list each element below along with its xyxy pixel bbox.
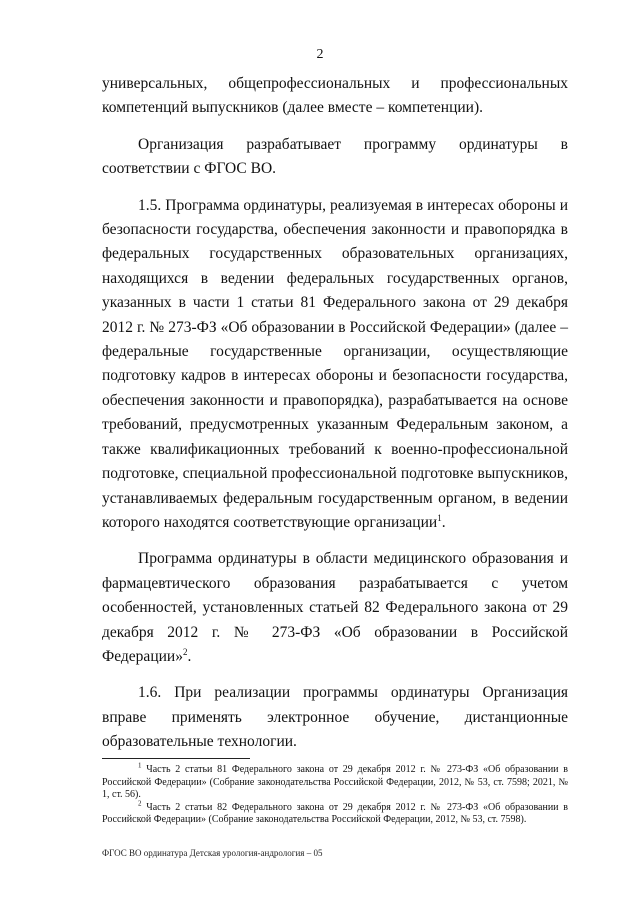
paragraph-1-5 xyxy=(102,194,568,536)
paragraph-medical-education xyxy=(102,547,568,669)
footnote-2-text: Часть 2 статьи 82 Федерального закона от 29 декабря 2012 г. № 273-ФЗ «Об образовании в Российской Федерации» (Собрание законодательства Российской Федерации, 2012, № 53, ст. 7598). xyxy=(102,801,568,826)
paragraph-competencies-continued: универсальных, общепрофессиональных и профессиональных компетенций выпускников (далее вместе – компетенции). xyxy=(102,75,568,117)
paragraph-1-5-tail: . xyxy=(441,513,446,531)
document-body xyxy=(102,72,568,767)
paragraph-1-6: 1.6. При реализации программы ординатуры Организация вправе применять электронное обучение, дистанционные образовательные технологии. xyxy=(102,684,568,751)
footnote-ref-1: 1 xyxy=(437,512,442,523)
footnote-1-mark: 1 xyxy=(138,761,142,770)
paragraph-organization-develops: Организация разрабатывает программу ординатуры в соответствии с ФГОС ВО. xyxy=(102,135,568,178)
footnote-2 xyxy=(102,799,568,827)
footnote-2-mark: 2 xyxy=(138,799,142,808)
footnote-separator xyxy=(102,758,250,759)
page-number: 2 xyxy=(316,47,324,62)
paragraph-medical-education-text: Программа ординатуры в области медицинского образования и фармацевтического образования разрабатывается с учетом особенностей, установленных статьей 82 Федерального закона от 29 декабря 2012 г. № 273-ФЗ «Об образовании в Российской Федерации» xyxy=(102,550,568,665)
page-footer: ФГОС ВО ординатура Детская урология-андрология – 05 xyxy=(102,848,323,858)
footnote-1-text: Часть 2 статьи 81 Федерального закона от 29 декабря 2012 г. № 273-ФЗ «Об образовании в Российской Федерации» (Собрание законодательства Российской Федерации, 2012, № 53, ст. 7598; 2021, № 1, ст. 56). xyxy=(102,764,568,801)
footnote-ref-2: 2 xyxy=(182,646,188,657)
footnote-1 xyxy=(102,761,568,802)
paragraph-medical-education-tail: . xyxy=(187,647,192,665)
footnotes xyxy=(102,761,568,827)
paragraph-1-5-text: 1.5. Программа ординатуры, реализуемая в интересах обороны и безопасности государства, обеспечения законности и правопорядка в федеральных государственных образовательных организациях, находящихся в ведении федеральных государственных органов, указанных в части 1 статьи 81 Федерального закона от 29 декабря 2012 г. № 273-ФЗ «Об образовании в Российской Федерации» (далее – федеральные государственные организации, осуществляющие подготовку кадров в интересах обороны и безопасности государства, обеспечения законности и правопорядка), разрабатывается на основе требований, предусмотренных указанным Федеральным законом, а также квалификационных требований к военно-профессиональной подготовке, специальной профессиональной подготовке выпускников, устанавливаемых федеральным государственным органом, в ведении которого находятся соответствующие организации xyxy=(102,196,568,531)
